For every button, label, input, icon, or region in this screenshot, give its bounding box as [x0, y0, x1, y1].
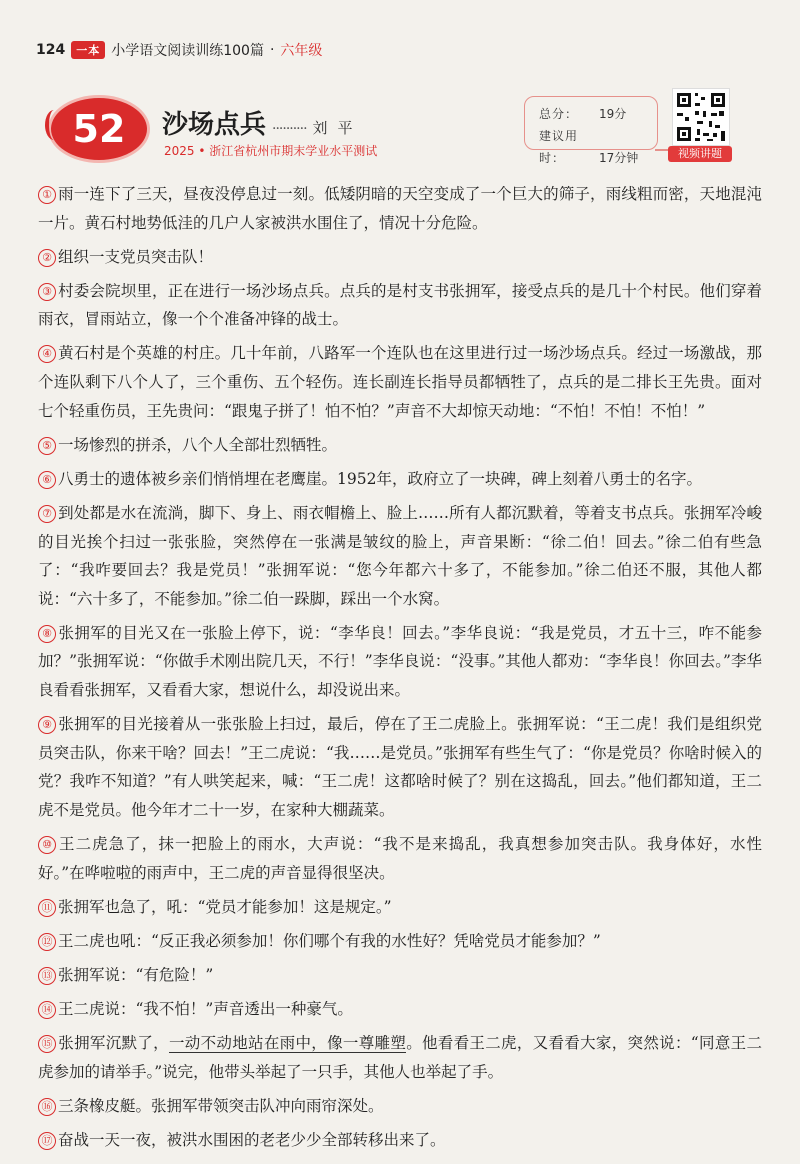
- total-score-value: 19分: [599, 107, 627, 121]
- paragraph-number: ①: [38, 186, 56, 204]
- paragraph-text: 张拥军沉默了，: [58, 1034, 169, 1053]
- paragraph-text: 八勇士的遗体被乡亲们悄悄埋在老鹰崖。1952年，政府立了一块碑，碑上刻着八勇士的名字。: [58, 469, 702, 488]
- exam-source: 2025 • 浙江省杭州市期末学业水平测试: [164, 144, 378, 158]
- paragraph-text: 张拥军说：“有危险！”: [58, 965, 214, 984]
- paragraph: [38, 277, 762, 334]
- paragraph-number: ⑧: [38, 625, 56, 643]
- paragraph-number: ⑬: [38, 967, 56, 985]
- page-number: 124: [36, 42, 66, 58]
- paragraph-text: 张拥军也急了，吼：“党员才能参加！这是规定。”: [58, 897, 392, 916]
- paragraph-text: 王二虎急了，抹一把脸上的雨水，大声说：“我不是来捣乱，我真想参加突击队。我身体好，水性好。”在哗啦啦的雨声中，王二虎的声音显得很坚决。: [38, 834, 762, 882]
- paragraph: [38, 243, 762, 272]
- separator-dot: ·: [269, 42, 275, 58]
- lesson-number-badge: [48, 95, 150, 163]
- paragraph-number: ⑤: [38, 437, 56, 455]
- paragraph-number: ⑦: [38, 505, 56, 523]
- paragraph-number: ⑩: [38, 836, 56, 854]
- paragraph-text: 。他看看王二虎，又看看大家，突然说：“同意王二虎参加的请举手。”说完，他带头举起了一只手，其他人也举起了手。: [38, 1034, 762, 1081]
- paragraph: [38, 180, 762, 237]
- paragraph-number: ④: [38, 345, 56, 363]
- paragraph: [38, 1126, 762, 1155]
- title-row: [162, 104, 363, 141]
- paragraph: [38, 465, 762, 494]
- paragraph: [38, 961, 762, 990]
- paragraph-number: ②: [38, 249, 56, 267]
- paragraph-text: 奋战一天一夜，被洪水围困的老老少少全部转移出来了。: [58, 1130, 446, 1149]
- paragraph-text: 张拥军的目光接着从一张张脸上扫过，最后，停在了王二虎脸上。张拥军说：“王二虎！我们是组织党员突击队，你来干啥？回去！”王二虎说：“我……是党员。”张拥军有些生气了：“你是党员？你啥时候入的党？我咋不知道？”有人哄笑起来，喊：“王二虎！这都啥时候了？别在这捣乱，回去。”他们都知道，王二虎不是党员。他今年才二十一岁，在家种大棚蔬菜。: [38, 715, 762, 819]
- paragraph-number: ⑯: [38, 1098, 56, 1116]
- paragraph: [38, 830, 762, 887]
- paragraph-text: 到处都是水在流淌，脚下、身上、雨衣帽檐上、脸上……所有人都沉默着，等着支书点兵。张拥军冷峻的目光挨个扫过一张张脸，突然停在一张满是皱纹的脸上，声音果断：“徐二伯！回去。”徐二伯有些急了：“我咋要回去？我是党员！”张拥军说：“您今年都六十多了，不能参加。”徐二伯还不服，其他人都说：“六十多了，不能参加。”徐二伯一跺脚，踩出一个水窝。: [38, 503, 762, 608]
- paragraph: [38, 1092, 762, 1121]
- title-leader-dots: ··········: [272, 121, 307, 137]
- paragraph-number: ⑨: [38, 716, 56, 734]
- paragraph-text: 王二虎也吼：“反正我必须参加！你们哪个有我的水性好？凭啥党员才能参加？”: [58, 931, 601, 950]
- suggested-time-label: 建议用时：: [539, 129, 579, 165]
- underlined-sentence: 一动不动地站在雨中，像一尊雕塑: [169, 1034, 407, 1053]
- time-row: [539, 125, 657, 169]
- paragraph-number: ⑭: [38, 1001, 56, 1019]
- paragraph-number: ③: [38, 283, 56, 301]
- paragraph: [38, 619, 762, 705]
- paragraph: [38, 431, 762, 460]
- paragraph: [38, 893, 762, 922]
- total-score-label: 总分：: [539, 107, 579, 121]
- video-explanation-label[interactable]: 视频讲题: [668, 146, 732, 162]
- grade-label: 六年级: [280, 43, 323, 59]
- author-name: 刘平: [312, 119, 363, 137]
- total-score-row: [539, 103, 657, 125]
- paragraph: [38, 995, 762, 1024]
- article-title: 沙场点兵: [162, 110, 267, 140]
- score-box: [524, 96, 658, 165]
- paragraph-number: ⑪: [38, 899, 56, 917]
- paragraph-text: 村委会院坝里，正在进行一场沙场点兵。点兵的是村支书张拥军，接受点兵的是几十个村民。他们穿着雨衣，冒雨站立，像一个个准备冲锋的战士。: [38, 281, 762, 329]
- paragraph-text: 一场惨烈的拼杀，八个人全部壮烈牺牲。: [58, 435, 338, 454]
- qr-code-icon[interactable]: [672, 88, 730, 146]
- paragraph: [38, 927, 762, 956]
- paragraph-text: 三条橡皮艇。张拥军带领突击队冲向雨帘深处。: [58, 1096, 384, 1115]
- paragraph-text: 王二虎说：“我不怕！”声音透出一种豪气。: [58, 999, 353, 1018]
- paragraph-text: 黄石村是个英雄的村庄。几十年前，八路军一个连队也在这里进行过一场沙场点兵。经过一场激战，那个连队剩下八个人了，三个重伤、五个轻伤。连长副连长指导员都牺牲了，点兵的是二排长王先贵。面对七个轻重伤员，王先贵问：“跟鬼子拼了！怕不怕？”声音不大却惊天动地：“不怕！不怕！不怕！”: [38, 344, 762, 420]
- suggested-time-value: 17分钟: [599, 151, 639, 165]
- paragraph: [38, 710, 762, 824]
- paragraph-number: ⑥: [38, 471, 56, 489]
- series-title: 小学语文阅读训练100篇: [111, 43, 264, 59]
- paragraph: [38, 499, 762, 613]
- paragraph: [38, 339, 762, 425]
- paragraph-number: ⑫: [38, 933, 56, 951]
- paragraph-number: ⑮: [38, 1035, 56, 1053]
- paragraph-text: 张拥军的目光又在一张脸上停下，说：“李华良！回去。”李华良说：“我是党员，才五十三，咋不能参加？”张拥军说：“你做手术刚出院几天，不行！”李华良说：“没事。”其他人都劝：“李华良！你回去。”李华良看看张拥军，又看看大家，想说什么，却没说出来。: [38, 623, 762, 699]
- paragraph-text: 组织一支党员突击队！: [58, 247, 214, 266]
- paragraph-text: 雨一连下了三天，昼夜没停息过一刻。低矮阴暗的天空变成了一个巨大的筛子，雨线粗而密，天地混沌一片。黄石村地势低洼的几户人家被洪水围住了，情况十分危险。: [38, 185, 762, 232]
- paragraph-number: ⑰: [38, 1132, 56, 1150]
- article-body: [38, 180, 762, 1160]
- paragraph: [38, 1029, 762, 1086]
- lesson-number: 52: [72, 107, 126, 151]
- running-header: [36, 38, 322, 62]
- brand-badge: 一本: [71, 41, 105, 59]
